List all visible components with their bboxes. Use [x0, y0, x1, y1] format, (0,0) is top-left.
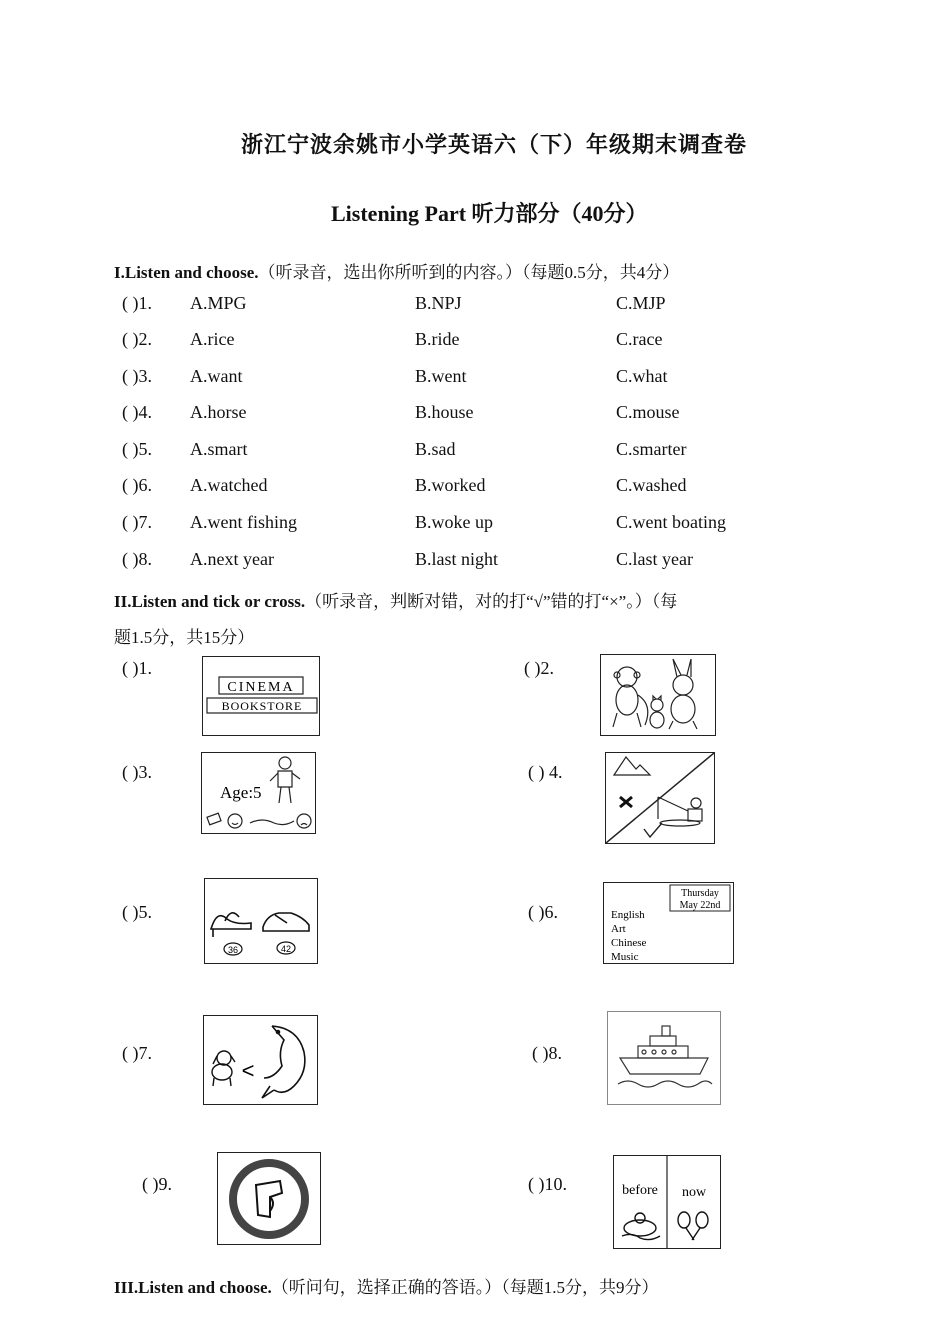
question-1-option-c: C.MJP: [616, 293, 666, 313]
question-6-option-c: C.washed: [616, 475, 687, 495]
shoe-size-36: 36: [227, 945, 239, 955]
turtle-swim-icon: [622, 1213, 660, 1240]
subject-english: English: [611, 909, 645, 921]
picture-dog-dolphin: [203, 1015, 318, 1105]
men-shoes-icon: [263, 913, 309, 931]
question-5-option-a: A.smart: [190, 439, 248, 459]
question-8-option-b: B.last night: [415, 549, 499, 569]
question-7-option-a: A.went fishing: [190, 512, 297, 532]
question-8-option-c: C.last year: [616, 549, 693, 569]
picture-no-smoking-sign: [217, 1152, 321, 1245]
cat-icon: [650, 696, 664, 728]
faces-icon: [207, 813, 311, 828]
fisherman-icon: [658, 797, 702, 826]
section3-heading-en: III.Listen and choose.: [114, 1278, 272, 1297]
ship-icon: [618, 1026, 712, 1087]
age-text: Age:5: [220, 783, 262, 802]
subject-music: Music: [611, 951, 639, 963]
question-6-option-a: A.watched: [190, 475, 268, 495]
question-1-number: ( )1.: [122, 293, 152, 313]
tick-item-4-label: ( ) 4.: [528, 762, 563, 782]
timetable-day: Thursday: [681, 888, 719, 899]
picture-monkey-rabbit: [600, 654, 716, 736]
question-8-option-a: A.next year: [190, 549, 274, 569]
picture-timetable: [603, 882, 734, 964]
question-6-option-b: B.worked: [415, 475, 486, 495]
question-6-number: ( )6.: [122, 475, 152, 495]
tick-item-8-label: ( )8.: [532, 1043, 562, 1063]
subject-art: Art: [611, 923, 626, 935]
before-label: before: [622, 1183, 658, 1198]
quiet-hand-icon: [256, 1181, 282, 1217]
question-4-option-b: B.house: [415, 402, 474, 422]
dog-icon: [212, 1051, 235, 1086]
picture-shoes: [204, 878, 318, 964]
subject-chinese: Chinese: [611, 937, 647, 949]
less-than-sign: <: [241, 1058, 255, 1083]
sign-cinema: CINEMA: [227, 680, 295, 695]
question-7-number: ( )7.: [122, 512, 152, 532]
question-3-number: ( )3.: [122, 366, 152, 386]
cross-mark-icon: [620, 797, 632, 807]
picture-before-now: [613, 1155, 721, 1249]
question-7-option-c: C.went boating: [616, 512, 726, 532]
section2-heading-cont: 题1.5分，共15分）: [114, 628, 255, 647]
section1-heading-cn: （听录音，选出你所听到的内容。）（每题0.5分，共4分）: [258, 263, 680, 282]
mountain-icon: [614, 757, 650, 775]
question-1-option-b: B.NPJ: [415, 293, 462, 313]
section1-heading: [114, 258, 679, 283]
tick-item-6-label: ( )6.: [528, 902, 558, 922]
question-5-option-c: C.smarter: [616, 439, 687, 459]
dolphin-icon: [262, 1026, 305, 1098]
question-5-option-b: B.sad: [415, 439, 456, 459]
question-3-option-a: A.want: [190, 366, 243, 386]
high-heels-icon: [211, 913, 251, 937]
section3-heading-cn: （听问句，选择正确的答语。）（每题1.5分，共9分）: [271, 1278, 659, 1297]
picture-boy-age: [201, 752, 316, 834]
tick-item-2-label: ( )2.: [524, 658, 554, 678]
page-title: 浙江宁波余姚市小学英语六（下）年级期末调查卷: [241, 132, 748, 157]
question-1-option-a: A.MPG: [190, 293, 247, 313]
tick-item-5-label: ( )5.: [122, 902, 152, 922]
question-2-option-c: C.race: [616, 329, 663, 349]
section2-heading-cn: （听录音，判断对错，对的打“√”错的打“×”。）（每: [305, 592, 678, 611]
section1-heading-en: I.Listen and choose.: [114, 263, 259, 282]
tick-item-9-label: ( )9.: [142, 1174, 172, 1194]
section2-heading-en: II.Listen and tick or cross.: [114, 592, 306, 611]
question-3-option-b: B.went: [415, 366, 467, 386]
badminton-rackets-icon: [678, 1212, 708, 1240]
tick-item-7-label: ( )7.: [122, 1043, 152, 1063]
picture-cinema-bookstore: [202, 656, 320, 736]
question-5-number: ( )5.: [122, 439, 152, 459]
shoe-size-42: 42: [280, 944, 292, 954]
tick-item-10-label: ( )10.: [528, 1174, 567, 1194]
question-2-option-a: A.rice: [190, 329, 235, 349]
timetable-date: May 22nd: [679, 900, 721, 911]
section2-heading: [114, 587, 677, 612]
question-4-option-c: C.mouse: [616, 402, 680, 422]
page-subtitle: Listening Part 听力部分（40分）: [331, 201, 648, 226]
picture-hiking-fishing: [605, 752, 715, 844]
question-7-option-b: B.woke up: [415, 512, 493, 532]
question-8-number: ( )8.: [122, 549, 152, 569]
question-3-option-c: C.what: [616, 366, 668, 386]
question-4-number: ( )4.: [122, 402, 152, 422]
tick-item-1-label: ( )1.: [122, 658, 152, 678]
question-2-number: ( )2.: [122, 329, 152, 349]
tick-item-3-label: ( )3.: [122, 762, 152, 782]
question-4-option-a: A.horse: [190, 402, 247, 422]
picture-ship: [607, 1011, 721, 1105]
boy-icon: [270, 757, 300, 803]
now-label: now: [681, 1185, 707, 1200]
monkey-icon: [613, 667, 648, 727]
tick-mark-icon: [644, 823, 662, 837]
question-2-option-b: B.ride: [415, 329, 460, 349]
rabbit-icon: [669, 659, 697, 729]
section3-heading: [114, 1273, 659, 1298]
sign-bookstore: BOOKSTORE: [221, 699, 303, 713]
